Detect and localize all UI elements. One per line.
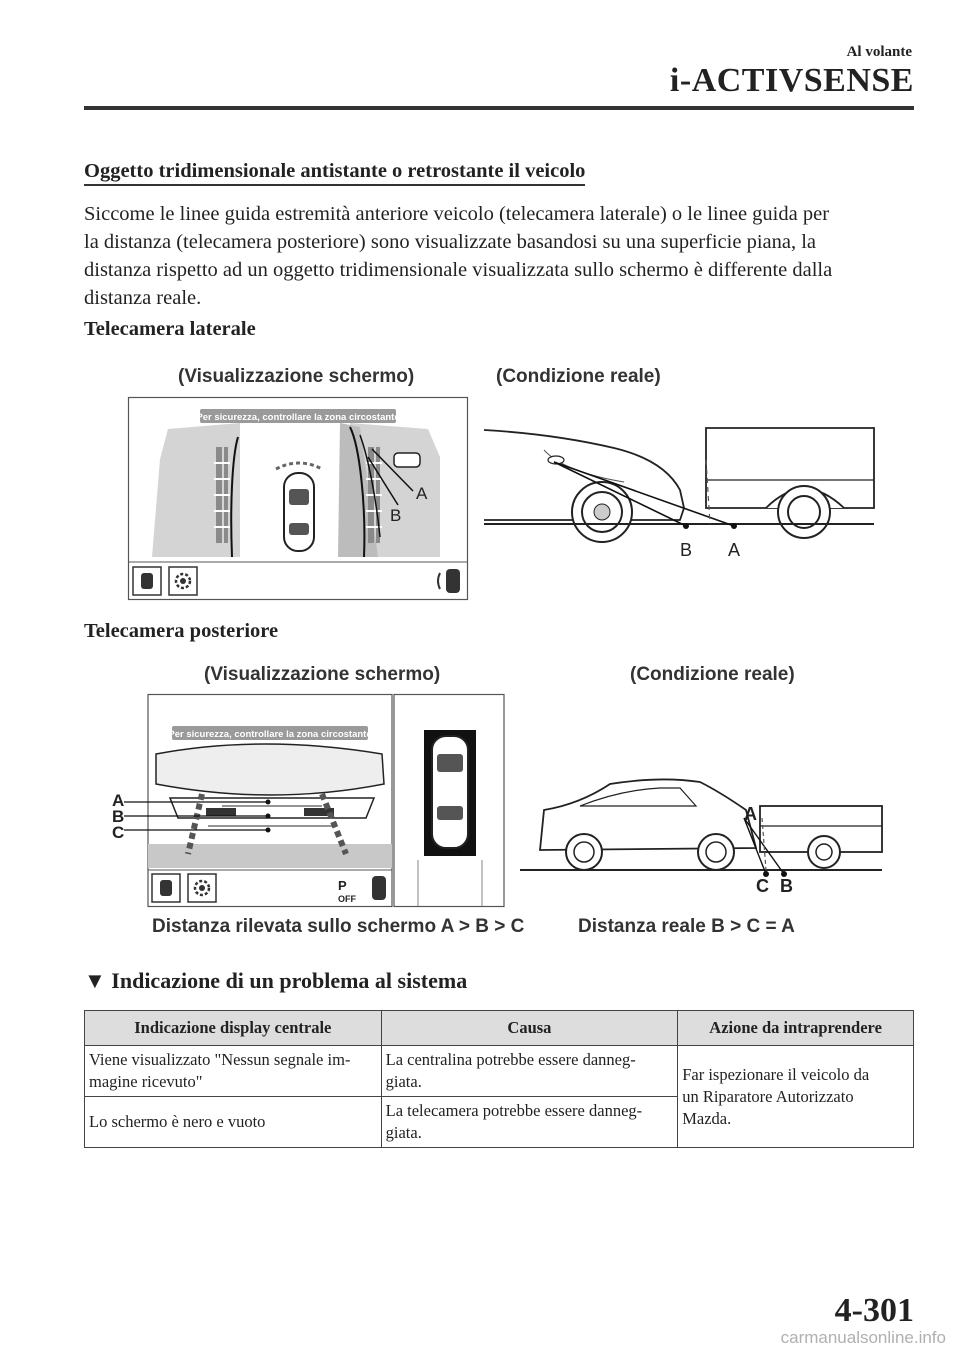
body-line: distanza reale.: [84, 287, 202, 309]
rear-screen-illustration: [112, 694, 504, 908]
rear-real-point-a: A: [744, 804, 757, 824]
camera-switch-icon[interactable]: [152, 874, 180, 902]
rear-real-footer: Distanza reale B > C = A: [578, 916, 795, 937]
parking-off-label: OFF: [338, 894, 356, 904]
rear-screen-point-c: C: [112, 823, 125, 842]
body-line: distanza rispetto ad un oggetto tridimensionale visualizzata sullo schermo è differente dalla: [84, 259, 833, 281]
settings-icon[interactable]: [188, 874, 216, 902]
rear-banner-text: Per sicurezza, controllare la zona circostante: [168, 729, 372, 740]
cell-line: Lo schermo è nero e vuoto: [89, 1112, 266, 1131]
side-screen-caption: (Visualizzazione schermo): [178, 366, 415, 387]
body-line: Siccome le linee guida estremità anteriore veicolo (telecamera laterale) o le linee guida per: [84, 203, 830, 225]
side-screen-point-a: A: [416, 484, 428, 503]
watermark: carmanualsonline.info: [780, 1328, 946, 1347]
parking-sensor-icon[interactable]: [372, 876, 386, 900]
cell-line: un Riparatore Autorizzato: [682, 1086, 854, 1106]
cause-cell: [381, 1046, 678, 1097]
column-header: Causa: [381, 1011, 678, 1046]
side-screen-point-b: B: [390, 506, 402, 525]
table-header-row: [85, 1011, 914, 1046]
rear-camera-label: Telecamera posteriore: [84, 620, 279, 642]
cell-line: Viene visualizzato "Nessun segnale im-: [89, 1050, 351, 1069]
body-line: la distanza (telecamera posteriore) sono visualizzate basandosi su una superficie piana, la: [84, 231, 817, 253]
problem-table: [84, 1010, 914, 1148]
sub-heading: Oggetto tridimensionale antistante o retrostante il veicolo: [84, 160, 585, 186]
cell-line: Far ispezionare il veicolo da: [682, 1064, 870, 1084]
cell-line: La centralina potrebbe essere danneg-: [385, 1050, 636, 1069]
cause-cell: [381, 1097, 678, 1148]
side-screen-illustration: [128, 397, 468, 600]
chapter-title: i-ACTIVSENSE: [669, 62, 914, 99]
side-banner-text: Per sicurezza, controllare la zona circostante: [196, 412, 400, 423]
cell-line: giata.: [385, 1072, 422, 1091]
cell-line: magine ricevuto": [89, 1072, 203, 1091]
triangle-marker-icon: ▼: [84, 968, 106, 993]
side-real-illustration: [484, 420, 874, 570]
system-problem-title: Indicazione di un problema al sistema: [111, 968, 468, 993]
camera-switch-icon[interactable]: [133, 567, 161, 595]
rear-screen-caption: (Visualizzazione schermo): [204, 664, 441, 685]
settings-icon[interactable]: [169, 567, 197, 595]
section-name: Al volante: [846, 44, 912, 60]
indication-cell: [85, 1097, 382, 1148]
system-problem-heading: [84, 968, 467, 994]
side-real-point-a: A: [728, 540, 741, 560]
page-number: 4-301: [834, 1292, 914, 1329]
rear-real-illustration: [520, 764, 882, 900]
rear-screen-point-a: A: [112, 791, 125, 810]
side-real-point-b: B: [680, 540, 693, 560]
rear-real-point-c: C: [756, 876, 769, 896]
cell-line: La telecamera potrebbe essere danneg-: [385, 1101, 643, 1120]
action-cell: [678, 1046, 914, 1148]
column-header: Azione da intraprendere: [678, 1011, 914, 1046]
cell-line: giata.: [385, 1123, 422, 1142]
svg-text:P: P: [338, 878, 347, 893]
rear-real-caption: (Condizione reale): [630, 664, 795, 685]
table-row: [85, 1046, 914, 1097]
body-paragraph: [84, 200, 910, 312]
side-real-caption: (Condizione reale): [496, 366, 661, 387]
rear-screen-footer: Distanza rilevata sullo schermo A > B > C: [152, 916, 525, 937]
rear-real-point-b: B: [780, 876, 793, 896]
column-header: Indicazione display centrale: [85, 1011, 382, 1046]
indication-cell: [85, 1046, 382, 1097]
header-divider: [84, 106, 914, 110]
cell-line: Mazda.: [682, 1108, 732, 1128]
side-camera-label: Telecamera laterale: [84, 318, 256, 340]
rear-screen-point-b: B: [112, 807, 125, 826]
